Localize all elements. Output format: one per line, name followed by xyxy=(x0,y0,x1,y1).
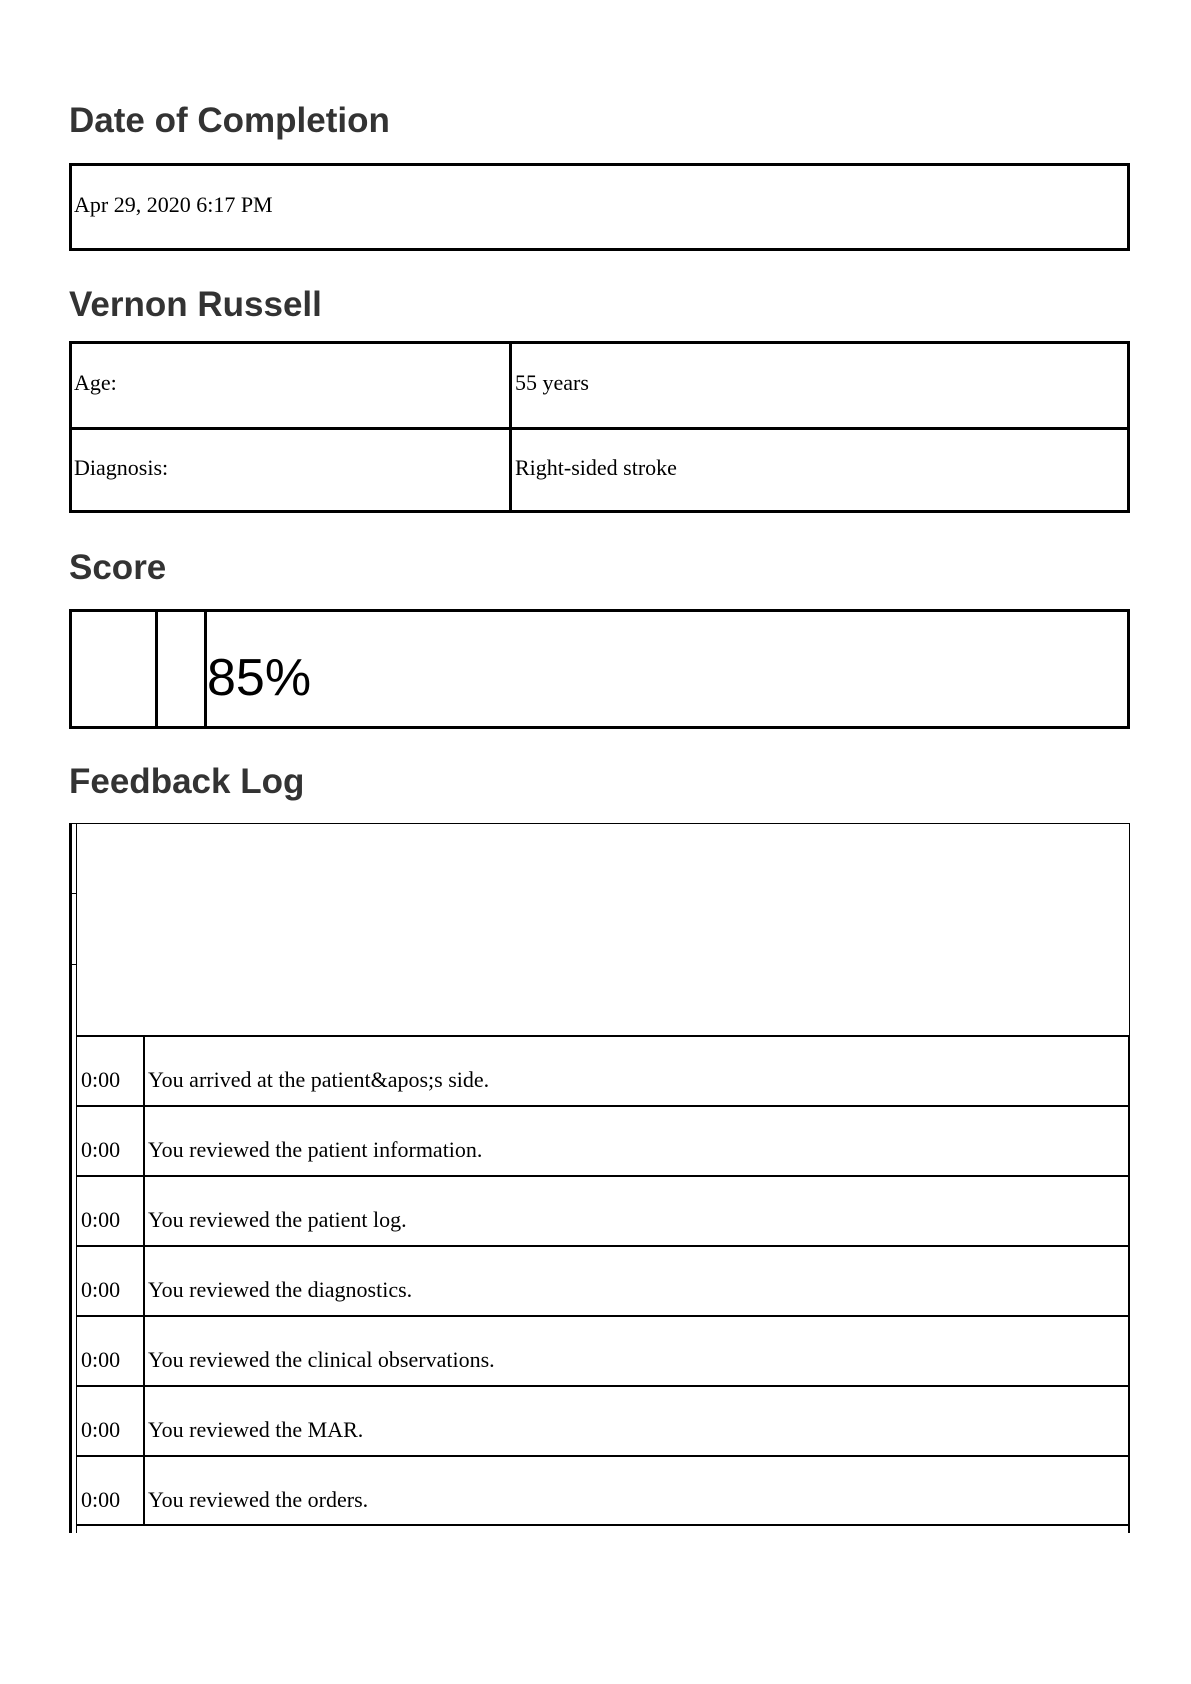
log-row xyxy=(77,1035,1130,1105)
patient-name: Vernon Russell xyxy=(69,285,322,324)
feedback-table-left-border xyxy=(69,823,72,1533)
log-time: 0:00 xyxy=(81,1347,121,1372)
completion-heading: Date of Completion xyxy=(69,101,390,140)
log-time: 0:00 xyxy=(81,1207,121,1232)
log-time: 0:00 xyxy=(81,1417,121,1442)
feedback-heading: Feedback Log xyxy=(69,762,305,801)
feedback-header-notch-1 xyxy=(69,893,77,894)
diagnosis-label: Diagnosis: xyxy=(74,455,169,480)
log-row xyxy=(77,1105,1130,1175)
feedback-header-notch-2 xyxy=(69,964,77,965)
log-row xyxy=(77,1175,1130,1245)
log-row xyxy=(77,1455,1130,1525)
log-message: You reviewed the MAR. xyxy=(148,1417,364,1442)
feedback-table-last-row-border xyxy=(77,1524,1130,1526)
log-time: 0:00 xyxy=(81,1137,121,1162)
log-message: You reviewed the patient log. xyxy=(148,1207,407,1232)
age-label: Age: xyxy=(74,370,117,395)
log-time: 0:00 xyxy=(81,1277,121,1302)
log-time: 0:00 xyxy=(81,1487,121,1512)
score-value: 85% xyxy=(207,649,312,707)
feedback-table-right-border xyxy=(1129,823,1130,1035)
log-message: You reviewed the orders. xyxy=(148,1487,369,1512)
log-message: You reviewed the clinical observations. xyxy=(148,1347,495,1372)
age-value: 55 years xyxy=(515,370,589,395)
log-message: You arrived at the patient&apos;s side. xyxy=(148,1067,490,1092)
score-heading: Score xyxy=(69,548,167,587)
log-time: 0:00 xyxy=(81,1067,121,1092)
diagnosis-value: Right-sided stroke xyxy=(515,455,677,480)
completion-date: Apr 29, 2020 6:17 PM xyxy=(74,192,273,217)
log-message: You reviewed the diagnostics. xyxy=(148,1277,413,1302)
log-message: You reviewed the patient information. xyxy=(148,1137,483,1162)
log-row xyxy=(77,1385,1130,1455)
feedback-table-top-border xyxy=(69,823,1130,824)
log-row xyxy=(77,1245,1130,1315)
log-row xyxy=(77,1315,1130,1385)
